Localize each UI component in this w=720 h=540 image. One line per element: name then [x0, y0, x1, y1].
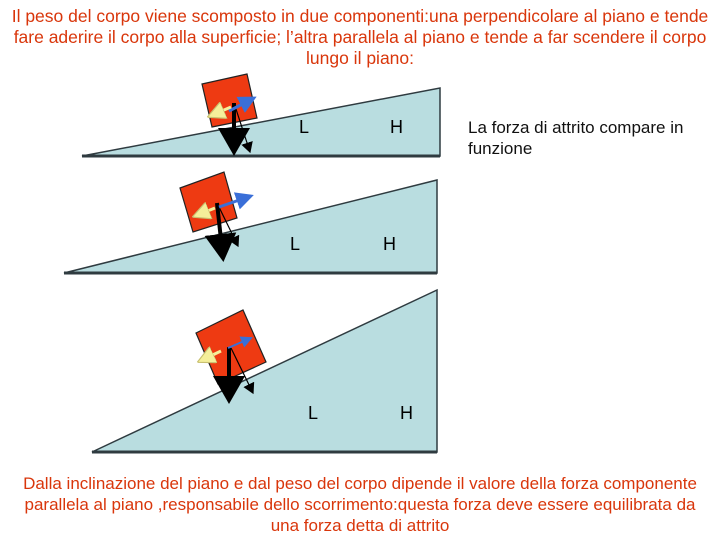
plane-2-block — [180, 172, 237, 232]
plane-2-height-label: H — [383, 234, 396, 254]
plane-1-height-label: H — [390, 117, 403, 137]
plane-3-height-label: H — [400, 403, 413, 423]
inclined-plane-3 — [92, 290, 437, 452]
plane-3-length-label: L — [308, 403, 319, 423]
plane-3-wedge — [92, 290, 437, 452]
plane-1-wedge — [82, 88, 440, 156]
title-text: Il peso del corpo viene scomposto in due componenti:una perpendicolare al piano e tende fare aderire il corpo alla superficie; l’altra parallela al piano e tende a far scendere il corpo lungo il piano: — [11, 6, 709, 68]
inclined-plane-2 — [64, 172, 437, 273]
plane-1-length-label: L — [299, 117, 310, 137]
inclined-plane-1 — [82, 74, 440, 156]
plane-2-wedge — [64, 180, 437, 273]
friction-note: La forza di attrito compare in funzione — [468, 118, 684, 158]
plane-2-length-label: L — [290, 234, 301, 254]
conclusion-text: Dalla inclinazione del piano e dal peso del corpo dipende il valore della forza componente parallela al piano ,responsabile dello scorrimento:questa forza deve essere equilibrata da una forza detta di attrito — [23, 474, 697, 535]
